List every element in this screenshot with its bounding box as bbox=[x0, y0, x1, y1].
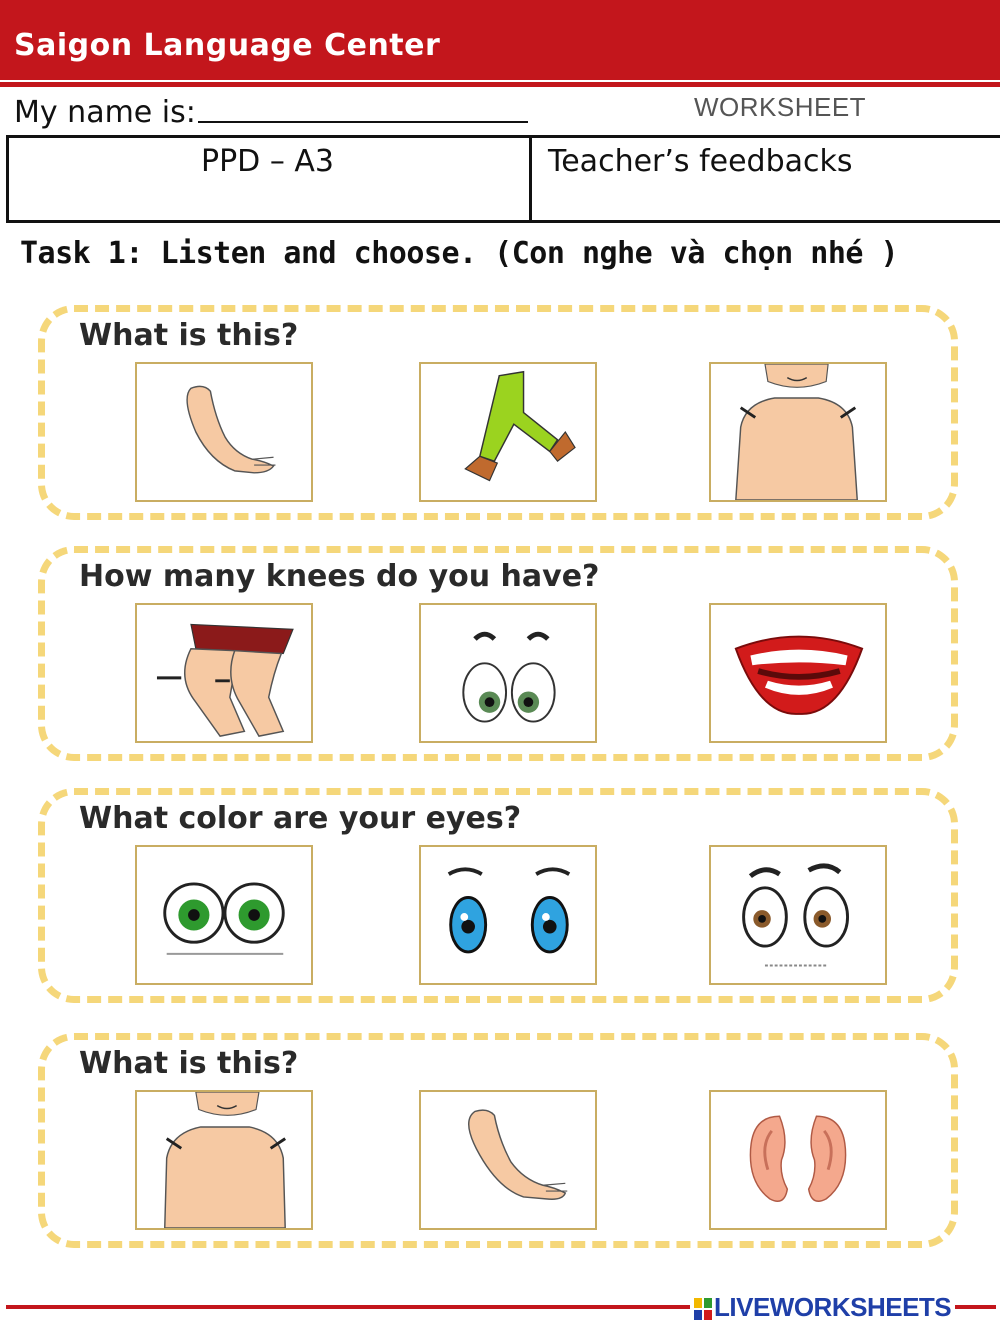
header-bar bbox=[0, 0, 1000, 80]
level-label: PPD – A3 bbox=[201, 144, 334, 179]
ears-icon bbox=[711, 1092, 885, 1228]
legs-walking-icon bbox=[421, 364, 595, 500]
level-cell bbox=[9, 138, 532, 220]
shoulders-icon bbox=[711, 364, 885, 500]
question-text: What is this? bbox=[79, 318, 299, 353]
question-1 bbox=[38, 305, 958, 520]
knees-icon bbox=[137, 605, 311, 741]
option-shoulders[interactable] bbox=[709, 362, 887, 502]
question-4 bbox=[38, 1033, 958, 1248]
option-knees[interactable] bbox=[135, 603, 313, 743]
option-shoulders[interactable] bbox=[135, 1090, 313, 1230]
question-text: What is this? bbox=[79, 1046, 299, 1081]
question-text: How many knees do you have? bbox=[79, 559, 600, 594]
arm-icon bbox=[137, 364, 311, 500]
info-box bbox=[6, 135, 1000, 223]
worksheet-label: WORKSHEET bbox=[694, 92, 867, 122]
shoulders-icon bbox=[137, 1092, 311, 1228]
feedback-label: Teacher’s feedbacks bbox=[548, 144, 853, 179]
footer-brand-text: LIVEWORKSHEETS bbox=[714, 1292, 952, 1322]
mouth-icon bbox=[711, 605, 885, 741]
brown-eyes-icon bbox=[711, 847, 885, 983]
green-eyes-icon bbox=[137, 847, 311, 983]
option-legs[interactable] bbox=[419, 362, 597, 502]
school-name: Saigon Language Center bbox=[14, 28, 441, 63]
question-2 bbox=[38, 546, 958, 761]
question-text: What color are your eyes? bbox=[79, 801, 522, 836]
option-ears[interactable] bbox=[709, 1090, 887, 1230]
name-input-line[interactable] bbox=[198, 121, 528, 123]
option-blue-eyes[interactable] bbox=[419, 845, 597, 985]
header-divider bbox=[0, 82, 1000, 87]
eyes-icon bbox=[421, 605, 595, 741]
question-3 bbox=[38, 788, 958, 1003]
option-arm[interactable] bbox=[135, 362, 313, 502]
option-brown-eyes[interactable] bbox=[709, 845, 887, 985]
task-title: Task 1: Listen and choose. (Con nghe và chọn nhé ) bbox=[20, 236, 899, 271]
option-mouth[interactable] bbox=[709, 603, 887, 743]
option-eyes[interactable] bbox=[419, 603, 597, 743]
name-label: My name is: bbox=[14, 95, 196, 130]
arm-icon bbox=[421, 1092, 595, 1228]
blue-eyes-icon bbox=[421, 847, 595, 983]
liveworksheets-logo-icon bbox=[694, 1298, 712, 1320]
option-green-eyes[interactable] bbox=[135, 845, 313, 985]
option-arm[interactable] bbox=[419, 1090, 597, 1230]
footer-brand bbox=[690, 1292, 955, 1323]
